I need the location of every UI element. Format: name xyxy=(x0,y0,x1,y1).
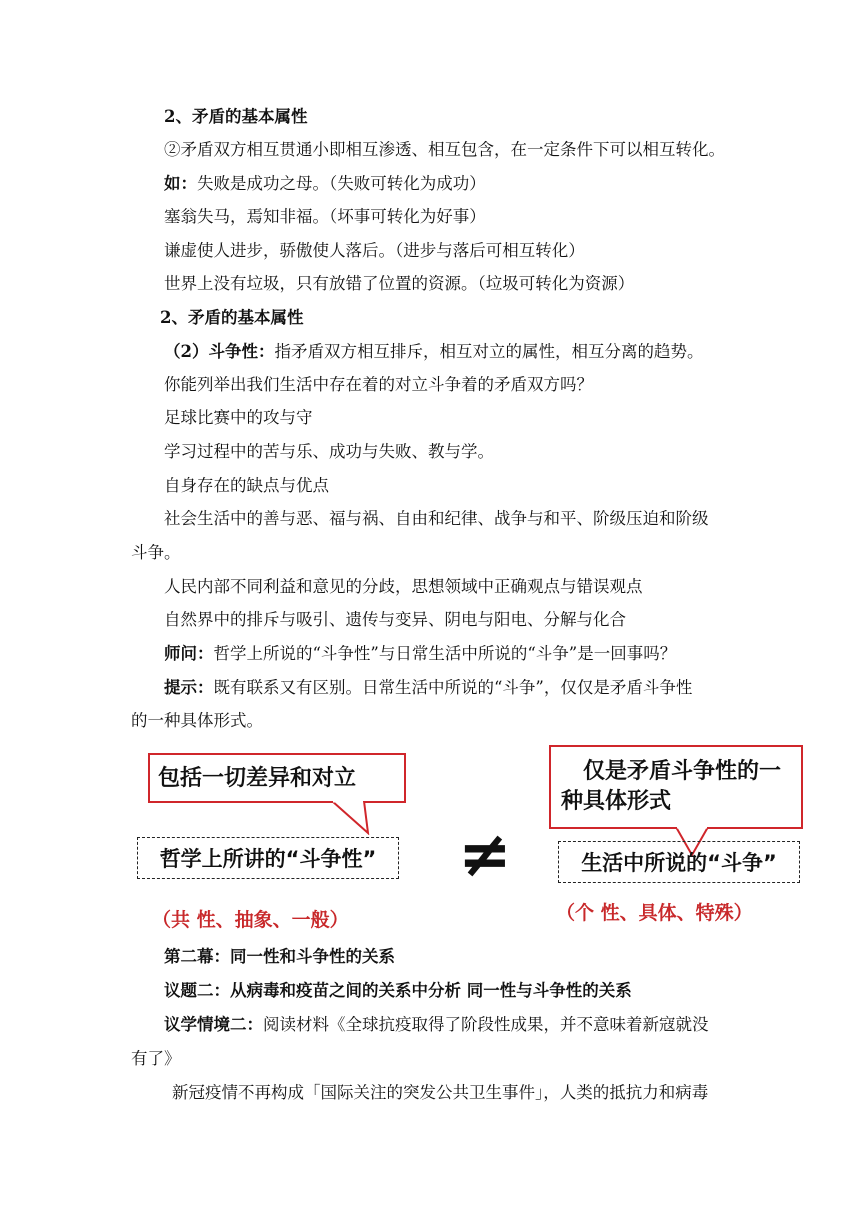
struggle-label: （2）斗争性： xyxy=(164,342,275,361)
paragraph-list-4-cont: 斗争。 xyxy=(131,543,181,562)
teacher-label: 师问： xyxy=(164,644,214,663)
act-two-heading: 第二幕：同一性和斗争性的关系 xyxy=(164,947,395,966)
paragraph-struggle-definition xyxy=(164,341,703,363)
left-label: 哲学上所讲的“斗争性” xyxy=(137,837,399,879)
heading-contradiction-attributes-1: 2、矛盾的基本属性 xyxy=(164,107,308,126)
teacher-text: 哲学上所说的“斗争性”与日常生活中所说的“斗争”是一回事吗？ xyxy=(213,644,677,663)
right-callout: 仅是矛盾斗争性的一种具体形式 xyxy=(549,745,803,829)
example-text: 失败是成功之母。（失败可转化为成功） xyxy=(197,174,486,193)
paragraph-list-5: 人民内部不同利益和意见的分歧，思想领域中正确观点与错误观点 xyxy=(164,577,643,596)
material-paragraph: 新冠疫情不再构成「国际关注的突发公共卫生事件」，人类的抵抗力和病毒 xyxy=(172,1083,709,1102)
scenario-text: 阅读材料《全球抗疫取得了阶段性成果，并不意味着新寇就没 xyxy=(263,1015,709,1034)
paragraph-transformation: ②矛盾双方相互贯通小即相互渗透、相互包含，在一定条件下可以相互转化。 xyxy=(164,140,725,159)
left-caption: （共 性、抽象、一般） xyxy=(152,909,349,931)
paragraph-hint-cont: 的一种具体形式。 xyxy=(131,711,263,730)
paragraph-list-4: 社会生活中的善与恶、福与祸、自由和纪律、战争与和平、阶级压迫和阶级 xyxy=(164,509,709,528)
right-label: 生活中所说的“斗争” xyxy=(558,841,800,883)
paragraph-teacher-question xyxy=(164,643,676,665)
scenario-two xyxy=(164,1014,709,1036)
paragraph-example-1 xyxy=(164,173,486,195)
scenario-label: 议学情境二： xyxy=(164,1015,263,1034)
paragraph-list-2: 学习过程中的苦与乐、成功与失败、教与学。 xyxy=(164,442,494,461)
topic-two-heading: 议题二：从病毒和疫苗之间的关系中分析 同一性与斗争性的关系 xyxy=(164,981,632,1000)
heading-contradiction-attributes-2: 2、矛盾的基本属性 xyxy=(160,308,304,327)
struggle-text: 指矛盾双方相互排斥，相互对立的属性，相互分离的趋势。 xyxy=(274,342,704,361)
paragraph-question: 你能列举出我们生活中存在着的对立斗争着的矛盾双方吗？ xyxy=(164,375,593,394)
hint-label: 提示： xyxy=(164,678,214,697)
paragraph-list-3: 自身存在的缺点与优点 xyxy=(164,476,329,495)
paragraph-list-6: 自然界中的排斥与吸引、遗传与变异、阴电与阳电、分解与化合 xyxy=(164,610,626,629)
paragraph-example-2: 塞翁失马，焉知非福。（坏事可转化为好事） xyxy=(164,207,486,226)
paragraph-example-3: 谦虚使人进步，骄傲使人落后。（进步与落后可相互转化） xyxy=(164,241,585,260)
left-callout-tail xyxy=(330,801,370,835)
right-caption: （个 性、具体、特殊） xyxy=(556,902,753,924)
paragraph-example-4: 世界上没有垃圾，只有放错了位置的资源。（垃圾可转化为资源） xyxy=(164,274,635,293)
left-callout: 包括一切差异和对立 xyxy=(148,753,406,803)
example-label: 如： xyxy=(164,174,197,193)
not-equal-icon: ≠ xyxy=(458,818,512,892)
hint-text: 既有联系又有区别。日常生活中所说的“斗争”，仅仅是矛盾斗争性 xyxy=(213,678,693,697)
scenario-two-cont: 有了》 xyxy=(131,1049,181,1068)
paragraph-hint xyxy=(164,677,692,699)
paragraph-list-1: 足球比赛中的攻与守 xyxy=(164,408,313,427)
